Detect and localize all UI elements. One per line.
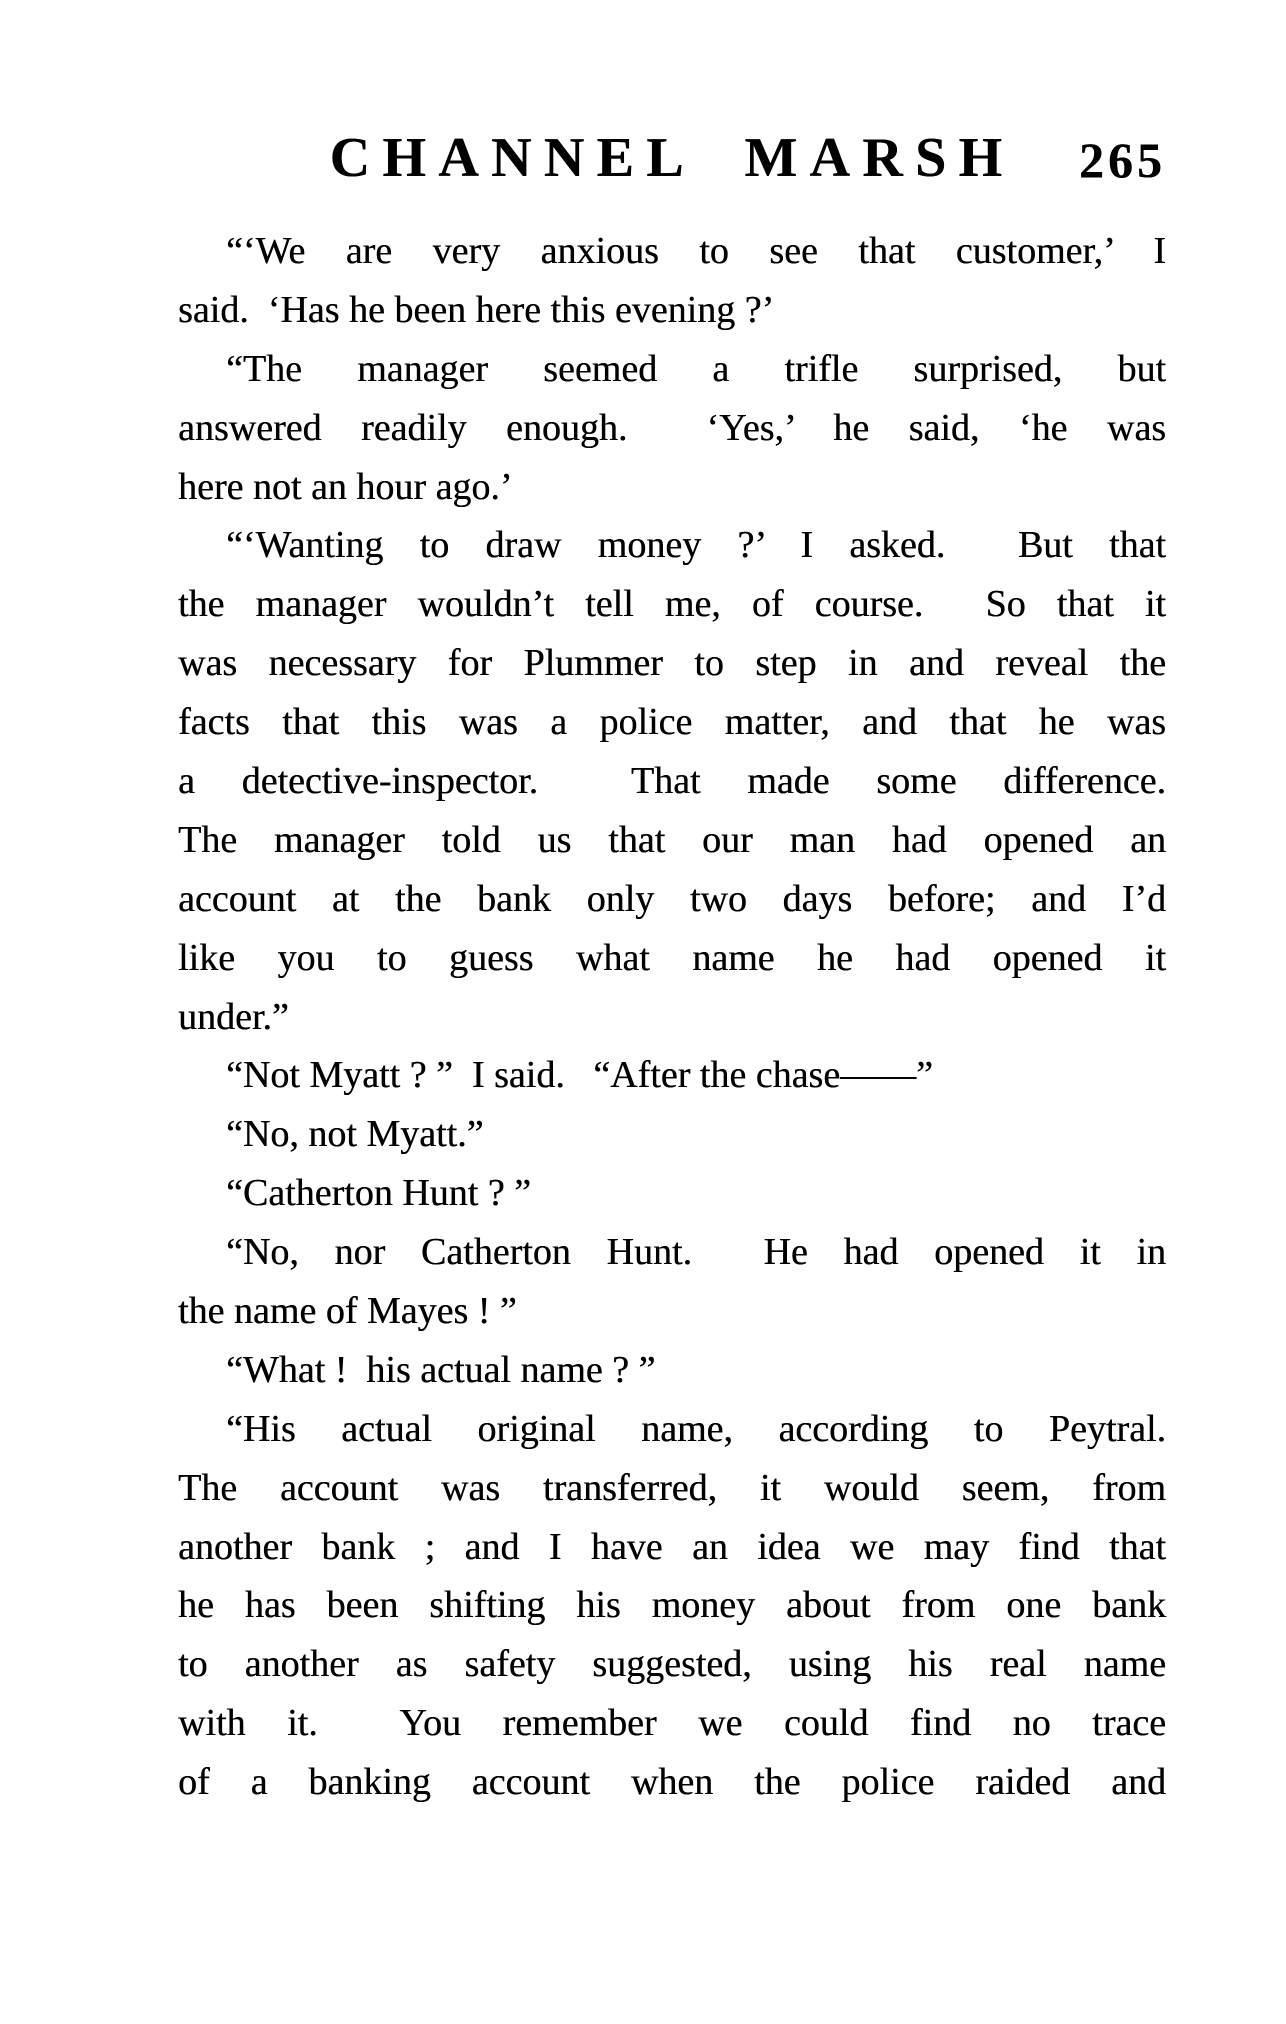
text-line: “The manager seemed a trifle surprised, but <box>226 347 1166 390</box>
text-line: “‘Wanting to draw money ?’ I asked. But that <box>226 524 1166 567</box>
text-line: with it. You remember we could find no trace <box>178 1702 1166 1745</box>
text-line: the manager wouldn’t tell me, of course. So that it <box>178 583 1166 626</box>
text-line: The manager told us that our man had opened an <box>178 818 1166 861</box>
text-line: account at the bank only two days before; and I’d <box>178 877 1166 920</box>
page-header <box>178 128 1166 188</box>
running-title: CHANNEL MARSH <box>329 127 1015 189</box>
text-line: under.” <box>178 995 289 1038</box>
text-line: “No, not Myatt.” <box>226 1113 484 1156</box>
text-line: the name of Mayes ! ” <box>178 1290 517 1333</box>
text-line: of a banking account when the police raided and <box>178 1761 1166 1804</box>
text-block <box>178 222 1166 1812</box>
text-line: he has been shifting his money about from one bank <box>178 1584 1166 1627</box>
text-line: “Catherton Hunt ? ” <box>226 1172 531 1215</box>
text-line: “Not Myatt ? ” I said. “After the chase——” <box>226 1054 933 1097</box>
page-number: 265 <box>1079 132 1166 188</box>
text-line: a detective-inspector. That made some difference. <box>178 760 1166 803</box>
text-line: “His actual original name, according to Peytral. <box>226 1407 1166 1450</box>
text-line: said. ‘Has he been here this evening ?’ <box>178 288 775 331</box>
text-line: answered readily enough. ‘Yes,’ he said, ‘he was <box>178 406 1166 449</box>
text-line: The account was transferred, it would seem, from <box>178 1466 1166 1509</box>
text-line: another bank ; and I have an idea we may find that <box>178 1525 1166 1568</box>
text-line: here not an hour ago.’ <box>178 465 513 508</box>
text-line: like you to guess what name he had opened it <box>178 936 1166 979</box>
text-line: facts that this was a police matter, and that he was <box>178 701 1166 744</box>
text-line: “‘We are very anxious to see that customer,’ I <box>226 230 1166 272</box>
text-line: to another as safety suggested, using his real name <box>178 1643 1166 1686</box>
text-line: “No, nor Catherton Hunt. He had opened it in <box>226 1231 1166 1274</box>
text-line: was necessary for Plummer to step in and reveal the <box>178 642 1166 685</box>
text-line: “What ! his actual name ? ” <box>226 1348 656 1391</box>
